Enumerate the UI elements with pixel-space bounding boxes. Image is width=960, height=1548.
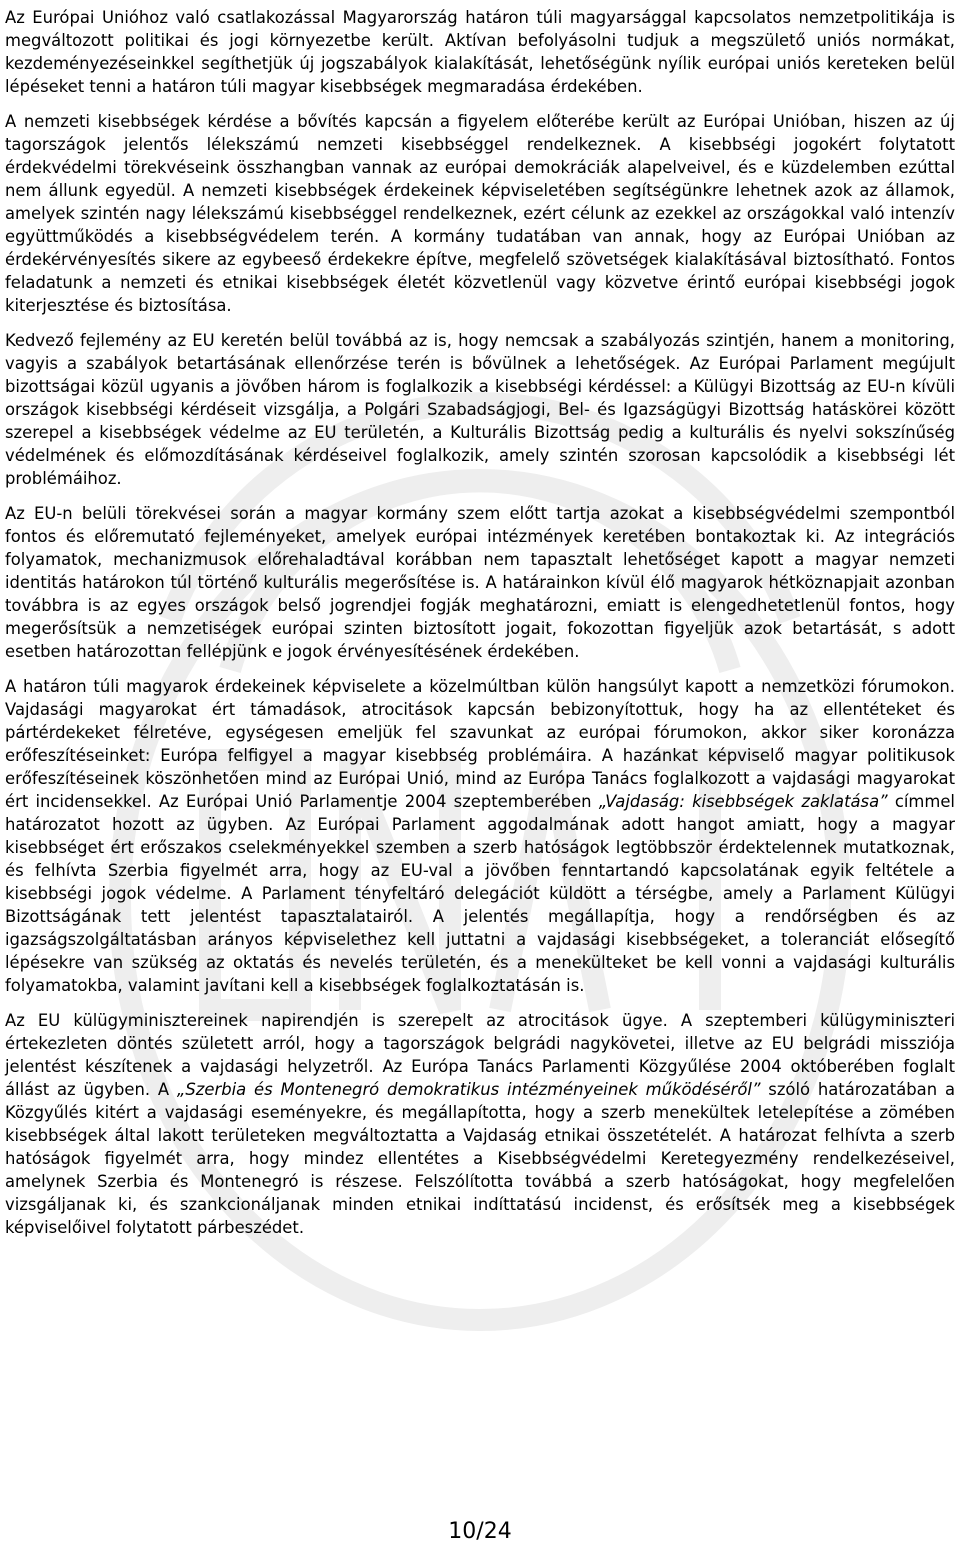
text-run: A nemzeti kisebbségek kérdése a bővítés kapcsán a figyelem előterébe került az Európai Unióban, hiszen az új tagországok jelentős lélekszámú nemzeti kisebbséggel rendelkeznek. A kisebbségi jogokért folytatott érdekvédelmi törekvéseink összhangban vannak az európai demokráciák alapelveivel, és e küzdelemben ezúttal nem állunk egyedül. A nemzeti kisebbségek érdekeinek képviseletében segítségünkre lehetnek azok az államok, amelyek szintén nagy lélekszámú kisebbséggel rendelkeznek, ezért célunk az ezekkel az országokkal való intenzív együttműködés a kisebbségvédelem terén. A kormány tudatában van annak, hogy az Európai Unióban az érdekérvényesítés sikere az egybeeső érdekekre építve, megfelelő szövetségek kialakításával biztosítható. Fontos feladatunk a nemzeti és etnikai kisebbségek életét közvetlenül vagy közvetve érintő európai kisebbségi jogok kiterjesztése és biztosítása.: [5, 112, 955, 315]
text-run: Kedvező fejlemény az EU keretén belül továbbá az is, hogy nemcsak a szabályozás szintjén, hanem a monitoring, vagyis a szabályok betartásának ellenőrzése terén is bővülnek a lehetőségek. Az Európai Parlament megújult bizottságai közül ugyanis a jövőben három is foglalkozik a kisebbségi kérdéssel: a Külügyi Bizottság az EU-n kívüli országok kisebbségi kérdéseit vizsgálja, a Polgári Szabadságjogi, Bel- és Igazságügyi Bizottság hatáskörei között szerepel a kisebbségek védelme az EU területén, a Kulturális Bizottság pedig a kulturális és nyelvi sokszínűség védelmének és előmozdításának kérdéseivel foglalkozik, amely szintén szorosan kapcsolódik a kisebbségi lét problémáihoz.: [5, 331, 955, 488]
paragraph-5: [5, 675, 955, 997]
italic-title: „Szerbia és Montenegró demokratikus intézményeinek működéséről”: [176, 1080, 761, 1099]
paragraph-3: [5, 329, 955, 490]
text-run: Az EU külügyminisztereinek napirendjén is szerepelt az atrocitások ügye. A szeptemberi külügyminiszteri értekezleten döntés született arról, hogy a tagországok belgrádi nagykövetei, illetve az EU belgrádi missziója jelentést készítenek a vajdasági helyzetről. Az Európa Tanács Parlamenti Közgyűlése 2004 októberében foglalt állást az ügyben. A: [5, 1011, 955, 1099]
italic-title: „Vajdaság: kisebbségek zaklatása”: [598, 792, 888, 811]
paragraph-1: [5, 6, 955, 98]
paragraph-6: [5, 1009, 955, 1239]
page-number: 10/24: [448, 1519, 512, 1544]
text-run: A határon túli magyarok érdekeinek képviselete a közelmúltban külön hangsúlyt kapott a nemzetközi fórumokon. Vajdasági magyarokat ért támadások, atrocitások kapcsán bebizonyítottuk, hogy ha az ellentéteket és pártérdekeket félretéve, egységesen emeljük fel szavunkat az európai fórumokon, akkor siker koronázza erőfeszítéseinket: Európa felfigyel a magyar kisebbség problémáira. A hazánkat képviselő magyar politikusok erőfeszítéseinek köszönhetően mind az Európai Unió, mind az Európa Tanács foglalkozott a vajdasági magyarokat ért incidensekkel. Az Európai Unió Parlamentje 2004 szeptemberében: [5, 677, 955, 811]
text-run: címmel határozatot hozott az ügyben. Az Európai Parlament aggodalmának adott hangot amiatt, hogy a magyar kisebbséget ért erőszakos cselekményekkel szemben a szerb hatóságok legtöbbször érdektelennek mutatkoznak, és felhívta Szerbia figyelmét arra, hogy az EU-val a jövőben fenntartandó kapcsolatának egyik feltétele a kisebbségi jogok védelme. A Parlament tényfeltáró delegációt küldött a térségbe, amely a Parlament Külügyi Bizottságának tett jelentést tapasztalatairól. A jelentés megállapítja, hogy a rendőrségben és az igazságszolgáltatásban arányos képviselethez kell juttatni a vajdasági kisebbségeket, a toleranciát elősegítő lépésekre van szükség az oktatás és nevelés területén, és a menekülteket be kell vonni a vajdasági kulturális folyamatokba, valamint javítani kell a kisebbségek foglalkoztatásán is.: [5, 792, 955, 995]
paragraph-4: [5, 502, 955, 663]
document-page: [5, 6, 955, 1251]
text-run: Az Európai Unióhoz való csatlakozással Magyarország határon túli magyarsággal kapcsolatos nemzetpolitikája is megváltozott politikai és jogi környezetbe került. Aktívan befolyásolni tudjuk a megszülető uniós normákat, kezdeményezéseinkkel segíthetjük új jogszabályok kialakítását, lehetőségünk nyílik európai uniós kereteken belül lépéseket tenni a határon túli magyar kisebbségek megmaradása érdekében.: [5, 8, 955, 96]
text-run: Az EU-n belüli törekvései során a magyar kormány szem előtt tartja azokat a kisebbségvédelmi szempontból fontos és előremutató fejleményeket, amelyek európai intézmények keretében bontakoztak ki. Az integrációs folyamatok, mechanizmusok előrehaladtával korábban nem tapasztalt lehetőséget kapott a magyar nemzeti identitás határokon túl történő kulturális megerősítése is. A határainkon kívül élő magyarok hétköznapjait azonban továbbra is az egyes országok belső jogrendjei fogják meghatározni, emiatt is elengedhetetlenül fontos, hogy megerősítsük a nemzetiségek európai szinten biztosított jogait, fokozottan figyeljük azok betartását, s adott esetben határozottan fellépjünk e jogok érvényesítésének érdekében.: [5, 504, 955, 661]
paragraph-2: [5, 110, 955, 317]
text-run: szóló határozatában a Közgyűlés kitért a vajdasági eseményekre, és megállapította, hogy a szerb menekültek letelepítése a zömében kisebbségek által lakott területeken megváltoztatta a Vajdaság etnikai összetételét. A határozat felhívta a szerb hatóságok figyelmét arra, hogy mindez ellentétes a Kisebbségvédelmi Keretegyezmény rendelkezéseivel, amelynek Szerbia és Montenegró is részese. Felszólította továbbá a szerb hatóságokat, hogy megfelelően vizsgáljanak ki, és szankcionáljanak minden etnikai indíttatású incidenst, és erősítsék meg a kisebbségek képviselőivel folytatott párbeszédet.: [5, 1080, 955, 1237]
